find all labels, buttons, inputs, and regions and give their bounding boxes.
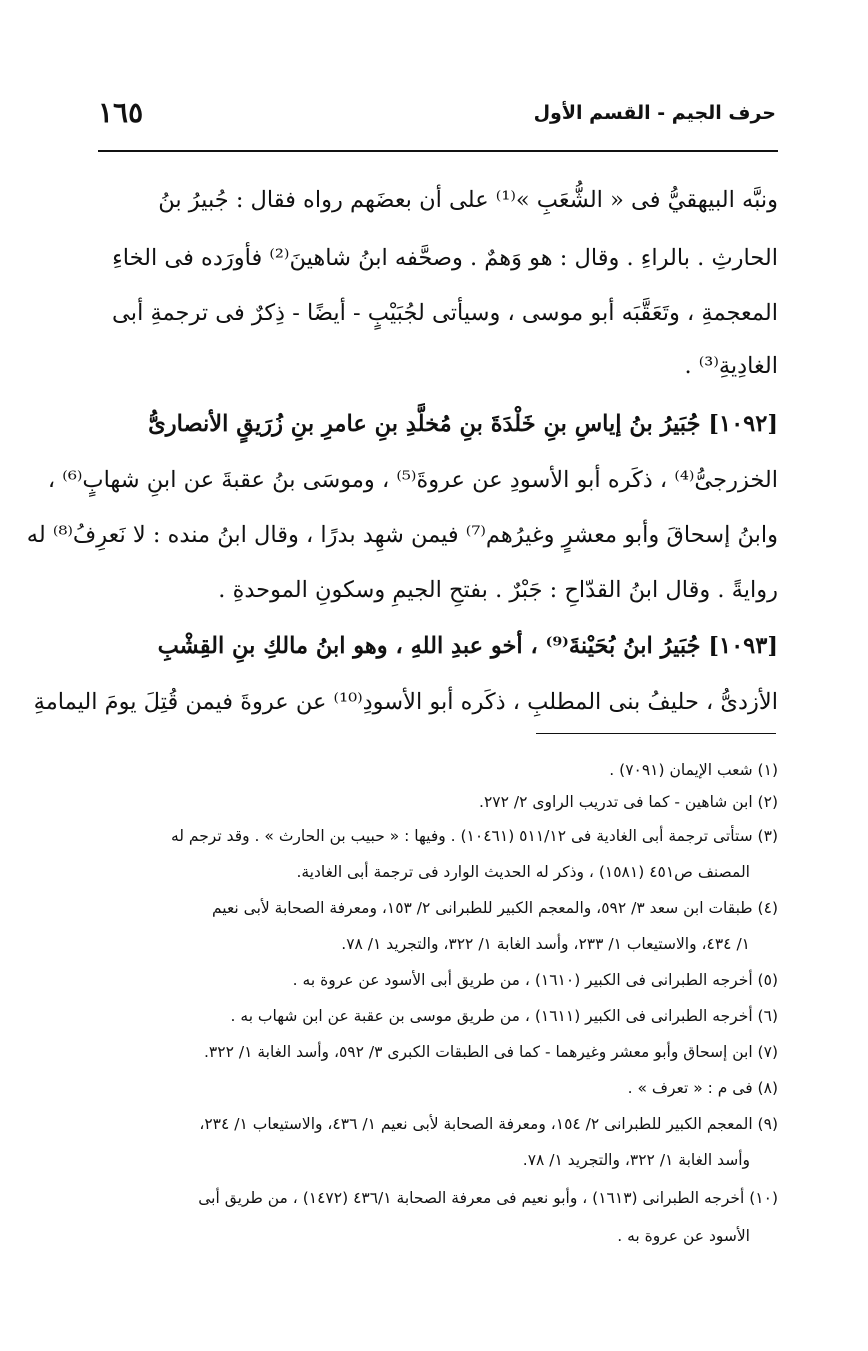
text-line: روايةً . وقال ابنُ القدّاحِ : جَبْرٌ . بفتحِ الجيمِ وسكونِ الموحدةِ . bbox=[218, 577, 778, 603]
footnote-line: (٧) ابن إسحاق وأبو معشر وغيرهما - كما فى الطبقات الكبرى ٣/ ٥٩٢، وأسد الغابة ١/ ٣٢٢. bbox=[203, 1043, 778, 1061]
footnote-line: (٤) طبقات ابن سعد ٣/ ٥٩٢، والمعجم الكبير للطبرانى ٢/ ١٥٣، ومعرفة الصحابة لأبى نعيم bbox=[211, 899, 778, 917]
footnote-line: (٥) أخرجه الطبرانى فى الكبير (١٦١٠) ، من طريق أبى الأسود عن عروة به . bbox=[292, 971, 778, 989]
footnote-line: (٣) ستأتى ترجمة أبى الغادية فى ٥١١/١٢ (١٠٤٦١) . وفيها : « حبيب بن الحارث » . وقد ترجم له bbox=[170, 827, 778, 845]
text-line: المعجمةِ ، وتَعَقَّبَه أبو موسى ، وسيأتى لجُبَيْبٍ - أيضًا - ذِكرٌ فى ترجمةِ أبى bbox=[112, 300, 778, 326]
footnote-line: (٩) المعجم الكبير للطبرانى ٢/ ١٥٤، ومعرفة الصحابة لأبى نعيم ١/ ٤٣٦، والاستيعاب ١/ ٢٣٤، bbox=[199, 1115, 778, 1133]
text-line: الحارثِ . بالراءِ . وقال : هو وَهمٌ . وصحَّفه ابنُ شاهينَ⁽²⁾ فأورَده فى الخاءِ bbox=[112, 245, 778, 271]
page-header bbox=[96, 96, 776, 136]
text-line: وابنُ إسحاقَ وأبو معشرٍ وغيرُهم⁽⁷⁾ فيمن شهِد بدرًا ، وقال ابنُ منده : لا نَعرِفُ⁽⁸⁾ له bbox=[26, 522, 778, 548]
text-line: الأزدىُّ ، حليفُ بنى المطلبِ ، ذكَره أبو الأسودِ⁽¹⁰⁾ عن عروةَ فيمن قُتِلَ يومَ اليمامةِ bbox=[33, 689, 778, 715]
page-number: ١٦٥ bbox=[98, 96, 144, 129]
text-line: الخزرجىُّ⁽⁴⁾ ، ذكَره أبو الأسودِ عن عروةَ⁽⁵⁾ ، وموسَى بنُ عقبةَ عن ابنِ شهابٍ⁽⁶⁾ ، bbox=[47, 467, 778, 493]
footnote-line: (٦) أخرجه الطبرانى فى الكبير (١٦١١) ، من طريق موسى بن عقبة عن ابن شهاب به . bbox=[230, 1007, 778, 1025]
footnote-line: المصنف ص٤٥١ (١٥٨١) ، وذكر له الحديث الوارد فى ترجمة أبى الغادية. bbox=[296, 863, 750, 881]
footnote-line: الأسود عن عروة به . bbox=[617, 1227, 750, 1245]
footnote-line: (٨) فى م : « تعرف » . bbox=[627, 1079, 778, 1097]
header-rule bbox=[98, 150, 778, 152]
entry-heading-1092: [١٠٩٢] جُبَيرُ بنُ إياسِ بنِ خَلْدَةَ بنِ مُخلَّدِ بنِ عامرِ بنِ زُرَيقٍ الأنصارىُّ bbox=[148, 411, 778, 437]
footnote-line: (١) شعب الإيمان (٧٠٩١) . bbox=[609, 761, 778, 779]
footnote-line: (٢) ابن شاهين - كما فى تدريب الراوى ٢/ ٢٧٢. bbox=[479, 793, 778, 811]
text-line: ونبَّه البيهقيُّ فى « الشُّعَبِ »⁽¹⁾ على أن بعضَهم رواه فقال : جُبيرُ بنُ bbox=[158, 187, 778, 213]
footnote-line: وأسد الغابة ١/ ٣٢٢، والتجريد ١/ ٧٨. bbox=[522, 1151, 750, 1169]
entry-heading-1093: [١٠٩٣] جُبَيرُ ابنُ بُحَيْنةَ⁽⁹⁾ ، أخو عبدِ اللهِ ، وهو ابنُ مالكِ بنِ القِشْبِ bbox=[157, 633, 778, 659]
running-title: حرف الجيم - القسم الأول bbox=[533, 102, 776, 124]
text-line: الغادِيةِ⁽³⁾ . bbox=[684, 353, 778, 379]
footnote-line: ١/ ٤٣٤، والاستيعاب ١/ ٢٣٣، وأسد الغابة ١/ ٣٢٢، والتجريد ١/ ٧٨. bbox=[341, 935, 750, 953]
footnote-line: (١٠) أخرجه الطبرانى (١٦١٣) ، وأبو نعيم فى معرفة الصحابة ٤٣٦/١ (١٤٧٢) ، من طريق أبى bbox=[198, 1189, 778, 1207]
footnote-rule bbox=[536, 733, 776, 734]
